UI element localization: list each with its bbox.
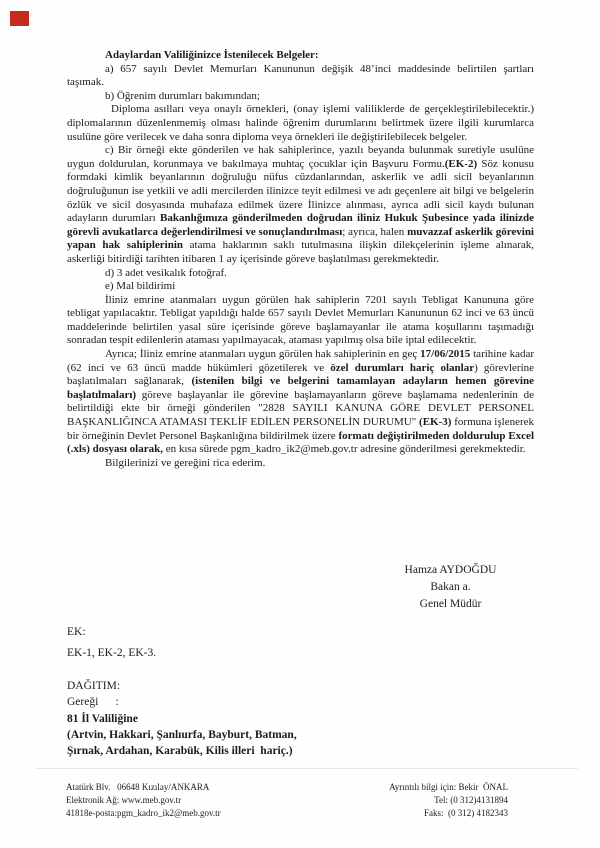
signature-line: Genel Müdür xyxy=(419,598,482,610)
attachment-line: EK: xyxy=(67,626,86,638)
signature-line: Hamza AYDOĞDU xyxy=(404,564,497,576)
body-paragraph: a) 657 sayılı Devlet Memurları Kanununun değişik 48’inci maddesinde belirtilen şartları taşımak. xyxy=(67,62,534,89)
body-paragraph: Adaylardan Valiliğinizce İstenilecek Belgeler: xyxy=(105,49,319,61)
body-paragraph: Diploma asılları veya onaylı örnekleri, (onay işlemi valiliklerde de gerçekleştirilebilecektir.) diplomalarının düzenlenmemiş olması halinde öğrenim durumlarını belirtmek üzere ilgili kurumlarca usulüne göre verilecek ve daha sonra diploma veya örnekleri ile değiştirilebilecek belgeler. xyxy=(67,103,534,143)
letter-body xyxy=(67,49,534,470)
body-paragraph: b) Öğrenim durumları bakımından; xyxy=(105,89,260,102)
body-paragraph: d) 3 adet vesikalık fotoğraf. xyxy=(105,266,227,279)
footer-line: Elektronik Ağ: www.meb.gov.tr xyxy=(66,795,182,805)
body-paragraph: Bilgilerinizi ve gereğini rica ederim. xyxy=(105,456,266,469)
distribution-line: Gereği : xyxy=(67,696,119,709)
distribution-line: DAĞITIM: xyxy=(67,680,121,692)
distribution-block xyxy=(67,678,297,759)
footer-line: Tel: (0 312)4131894 xyxy=(434,795,508,805)
body-paragraph: Ayrıca; İliniz emrine atanmaları uygun görülen hak sahiplerinin en geç 17/06/2015 tarihine kadar (62 inci ve 63 üncü madde hükümleri gözetilerek ve özel durumları hariç olanlar) görevlerine başlatılmaları sağlanarak, (istenilen bilgi ve belgerini tamamlayan adayların hemen görevine başlatılmaları) göreve başlayanlar ile görevine başlamayanların göreve başlamama nedenlerinin de belirtildiği ekte bir örneği gönderilen "2828 SAYILI KANUNA GÖRE DEVLET PERSONEL BAŞKANLIĞINCA ATAMASI TEKLİF EDİLEN PERSONELİN DURUMU" (EK-3) formuna işlenerek bir örneğinin Devlet Personel Başkanlığına bildirilmek üzere formatı değiştirilmeden doldurulup Excel (.xls) dosyası olarak, en kısa sürede pgm_kadro_ik2@meb.gov.tr adresine gönderilmesi gerekmektedir. xyxy=(67,348,535,456)
footer-contact-column xyxy=(389,781,508,820)
footer-line: 41818e-posta:pgm_kadro_ik2@meb.gov.tr xyxy=(66,808,221,818)
letter-footer xyxy=(66,781,508,820)
red-redaction-mark xyxy=(10,11,29,26)
attachments-block xyxy=(67,622,156,664)
attachment-line: EK-1, EK-2, EK-3. xyxy=(67,647,157,659)
footer-line: Atatürk Blv. 06648 Kızılay/ANKARA xyxy=(66,782,210,792)
footer-line: Ayrıntılı bilgi için: Bekir ÖNAL xyxy=(389,782,508,792)
body-paragraph: e) Mal bildirimi xyxy=(105,280,176,293)
distribution-line: 81 İl Valiliğine xyxy=(67,712,138,725)
distribution-line: Şırnak, Ardahan, Karabük, Kilis illeri hariç.) xyxy=(67,745,293,758)
body-paragraph: c) Bir örneği ekte gönderilen ve hak sahiplerince, yazılı beyanda bulunmak suretiyle usulüne uygun doldurulan, korunmaya ve bakılmaya muhtaç çocuklar için Başvuru Formu.(EK-2) Söz konusu formdaki kimlik beyanlarının doğruluğu nüfus cüzdanlarından, askerlik ve adli sicil beyanlarının doğruluğunun ise yetkili ve adli mercilerden ilinizce teyit edilmesi ve adı geçenlere ait bilgi ve belgelerin özlük ve sicil dosyasında muhafaza edilmek üzere İlinizce alınması, ayrıca adli sicil kaydı bulunan adayların durumları Bakanlığımıza gönderilmeden doğrudan iliniz Hukuk Şubesince yada ilinizde görevli avukatlarca değerlendirilmesi ve sonuçlandırılması; ayrıca, halen muvazzaf askerlik görevini yapan hak sahiplerinin atama haklarının saklı tutulmasına ilişkin dilekçelerinin işleme alınarak, askerliği bitirdiği tarihten itibaren 1 ay içerisinde göreve başlatılması gerekmektedir. xyxy=(67,144,535,265)
signature-line: Bakan a. xyxy=(430,581,471,593)
body-paragraph: İliniz emrine atanmaları uygun görülen hak sahiplerin 7201 sayılı Tebligat Kanununa göre tebligat yapılacaktır. Tebligat yapıldığı halde 657 sayılı Devlet Memurları Kanununun 62 inci ve 63 üncü maddelerinde belirtilen yasal süre içerisinde göreve başlamayanlar ile atama koşullarını taşımadığı sonradan tespit edilenlerin ataması yapılmayacak, ataması yapılmış olsa bile iptal edilecektir. xyxy=(67,293,534,347)
footer-address-column xyxy=(66,781,221,820)
signature-block xyxy=(368,562,533,613)
footer-line: Faks: (0 312) 4182343 xyxy=(424,808,508,818)
footer-divider xyxy=(36,768,578,769)
distribution-line: (Artvin, Hakkari, Şanlıurfa, Bayburt, Batman, xyxy=(67,728,297,741)
